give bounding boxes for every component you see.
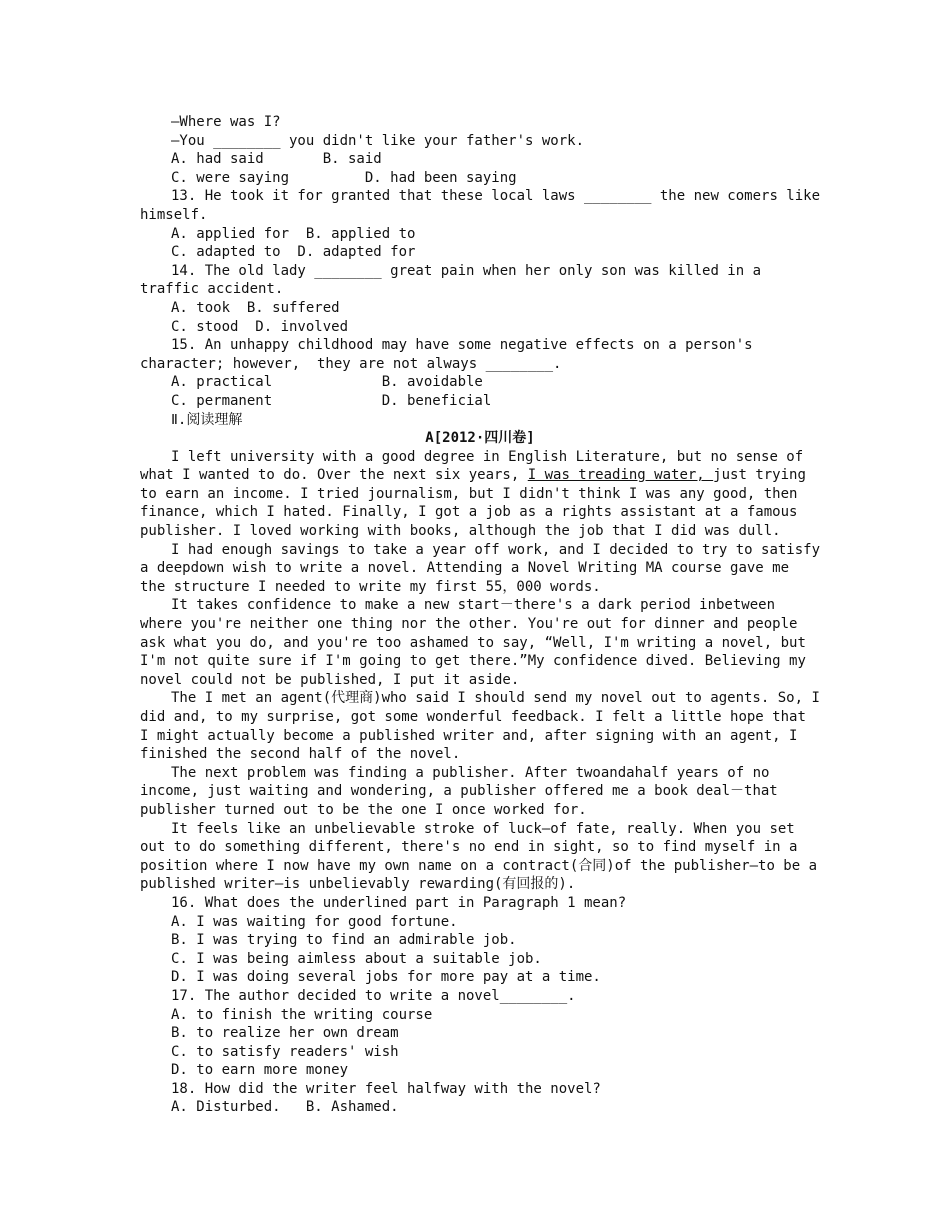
answer-option: A. to finish the writing course [171,1006,433,1023]
answer-options: A. had said B. said [171,151,382,168]
answer-options: A. took B. suffered [171,299,340,316]
paragraph-text: just trying to earn an income. I tried journalism, but I didn't think I was any good, then finance, which I hated. Finally, I got a job as a rights assistant at a famous publisher. I loved working with books, although the job that I did was dull. [140,467,815,540]
answer-option: B. to realize her own dream [171,1025,399,1042]
answer-options: C. were saying D. had been saying [171,169,517,186]
question-16: 16. What does the underlined part in Paragraph 1 mean? [171,894,627,911]
dialogue-line: —Where was I? [171,114,281,130]
underlined-phrase: I was treading water, [527,467,714,484]
question-18: 18. How did the writer feel halfway with the novel? [171,1080,601,1097]
answer-option: B. I was trying to find an admirable job. [171,932,517,949]
answer-option: A. I was waiting for good fortune. [171,913,458,930]
answer-option: D. I was doing several jobs for more pay at a time. [171,969,601,986]
passage-paragraph-3: It takes confidence to make a new start－there's a dark period inbetween where you're neither one thing nor the other. You're out for dinner and people ask what you do, and you're too ashamed to say, “Well, I'm writing a novel, but I'm not quite sure if I'm going to get there.”My confidence dived. Believing my novel could not be published, I put it aside. [140,597,815,688]
answer-options: A. Disturbed. B. Ashamed. [171,1099,399,1116]
answer-options: A. practical B. avoidable [171,374,483,391]
answer-options: C. stood D. involved [171,318,349,335]
answer-option: D. to earn more money [171,1062,349,1079]
paragraph-text: I left university with a good degree in English Literature, but no sense of what I wanted to do. Over the next six years, [140,448,812,484]
question-13: 13. He took it for granted that these local laws ________ the new comers like himself. [140,188,829,223]
passage-paragraph-6: It feels like an unbelievable stroke of luck—of fate, really. When you set out to do something different, there's no end in sight, so to find myself in a position where I now have my own name on a contract(合同)of the publisher—to be a published writer—is unbelievably rewarding(有回报的). [140,820,826,893]
section-heading: Ⅱ.阅读理解 [171,411,243,428]
passage-paragraph-2: I had enough savings to take a year off work, and I decided to try to satisfy a deepdown wish to write a novel. Attending a Novel Writing MA course gave me the structure I needed to write my first 55，000 words. [140,541,829,595]
passage-paragraph-4: The I met an agent(代理商)who said I should send my novel out to agents. So, I did and, to my surprise, got some wonderful feedback. I felt a little hope that I might actually become a published writer and, after signing with an agent, I finished the second half of the novel. [140,690,829,763]
question-14: 14. The old lady ________ great pain when her only son was killed in a traffic accident. [140,262,770,298]
answer-options: C. adapted to D. adapted for [171,244,416,261]
passage-paragraph-1 [140,448,820,541]
answer-option: C. to satisfy readers' wish [171,1043,399,1060]
passage-title: A[2012·四川卷] [425,430,535,447]
answer-options: A. applied for B. applied to [171,225,416,242]
question-15: 15. An unhappy childhood may have some negative effects on a person's character; however, they are not always ________. [140,337,762,372]
question-17: 17. The author decided to write a novel________. [171,987,576,1004]
answer-options: C. permanent D. beneficial [171,392,492,409]
passage-paragraph-5: The next problem was finding a publisher. After twoandahalf years of no income, just waiting and wondering, a publisher offered me a book deal－that publisher turned out to be the one I once worked for. [140,764,787,818]
document-page [140,113,829,1117]
answer-option: C. I was being aimless about a suitable job. [171,950,542,967]
dialogue-line: —You ________ you didn't like your father's work. [171,132,585,149]
